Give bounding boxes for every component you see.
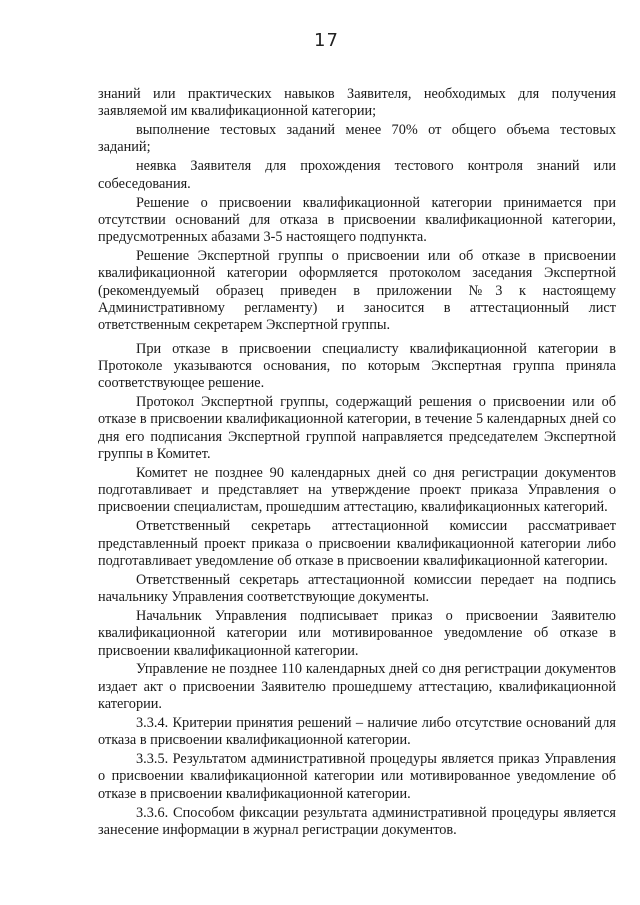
paragraph-15: 3.3.6. Способом фиксации результата административной процедуры является занесение информации в журнал регистрации документов. [98, 804, 616, 838]
paragraph-2: выполнение тестовых заданий менее 70% от общего объема тестовых заданий; [98, 122, 616, 156]
document-body [98, 86, 616, 841]
page-number: 17 [314, 30, 339, 51]
paragraph-5: Решение Экспертной группы о присвоении или об отказе в присвоении квалификационной категории оформляется протоколом заседания Экспертной (рекомендуемый образец приведен в приложении №3 к настоящему Административному регламенту) и заносится в аттестационный лист ответственным секретарем Экспертной группы. [98, 248, 616, 334]
paragraph-8: Комитет не позднее 90 календарных дней со дня регистрации документов подготавливает и представляет на утверждение проект приказа Управления о присвоении специалистам, прошедшим аттестацию, квалификационных категорий. [98, 464, 616, 516]
paragraph-14: 3.3.5. Результатом административной процедуры является приказ Управления о присвоении квалификационной категории или мотивированное уведомление об отказе в присвоении квалификационной категории. [98, 751, 616, 802]
paragraph-4: Решение о присвоении квалификационной категории принимается при отсутствии оснований для отказа в присвоении квалификационной категории, предусмотренных абазами 3-5 настоящего подпункта. [98, 194, 616, 246]
paragraph-11: Начальник Управления подписывает приказ о присвоении Заявителю квалификационной категории или мотивированное уведомление об отказе в присвоении квалификационной категории. [98, 607, 616, 659]
paragraph-3: неявка Заявителя для прохождения тестового контроля знаний или собеседования. [98, 158, 616, 192]
paragraph-6: При отказе в присвоении специалисту квалификационной категории в Протоколе указываются основания, по которым Экспертная группа приняла соответствующее решение. [98, 340, 616, 392]
paragraph-7: Протокол Экспертной группы, содержащий решения о присвоении или об отказе в присвоении квалификационной категории, в течение 5 календарных дней со дня его подписания Экспертной группой направляется председателем Экспертной группы в Комитет. [98, 394, 616, 462]
paragraph-1: знаний или практических навыков Заявителя, необходимых для получения заявляемой им квалификационной категории; [98, 86, 616, 120]
paragraph-13: 3.3.4. Критерии принятия решений – наличие либо отсутствие оснований для отказа в присвоении квалификационной категории. [98, 714, 616, 749]
paragraph-12: Управление не позднее 110 календарных дней со дня регистрации документов издает акт о присвоении Заявителю прошедшему аттестацию, квалификационной категории. [98, 661, 616, 713]
paragraph-10: Ответственный секретарь аттестационной комиссии передает на подпись начальнику Управления соответствующие документы. [98, 571, 616, 606]
paragraph-9: Ответственный секретарь аттестационной комиссии рассматривает представленный проект приказа о присвоении квалификационной категории либо подготавливает уведомление об отказе в присвоении квалификационной категории. [98, 518, 616, 569]
